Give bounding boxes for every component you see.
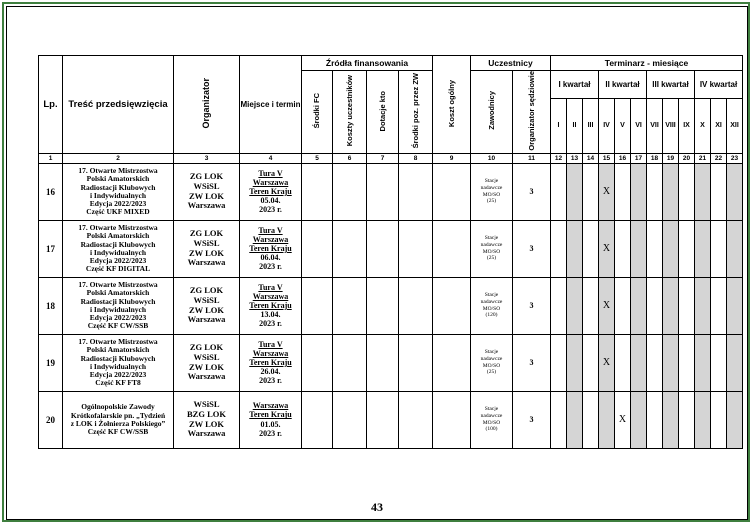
cell-zawodnicy: [471, 277, 513, 334]
page-number: 43: [371, 500, 383, 514]
cell-month: [631, 277, 647, 334]
header-lp: Lp.: [39, 56, 63, 154]
text-line: Część KF DIGITAL: [85, 263, 151, 273]
cell-finansowanie: [302, 277, 333, 334]
text-line: Warszawa: [187, 257, 226, 268]
cell-tresc: [63, 391, 174, 448]
text-line: ZW LOK: [188, 247, 225, 258]
text-line: Tura V: [258, 168, 283, 178]
text-line: i Indywidualnych: [89, 361, 147, 371]
text-line: (120): [485, 312, 498, 319]
header-quarter: IV kwartał: [695, 71, 743, 99]
column-number: 9: [433, 153, 471, 163]
text-line: (100): [485, 426, 498, 433]
cell-org-sedziowie: 3: [513, 334, 551, 391]
cell-finansowanie: [302, 391, 333, 448]
header-month: V: [615, 99, 631, 153]
column-number: 12: [551, 153, 567, 163]
text-line: Warszawa: [187, 371, 226, 382]
text-line: Warszawa: [187, 314, 226, 325]
text-line: ZW LOK: [188, 361, 225, 372]
cell-koszt: [433, 277, 471, 334]
cell-tresc: [63, 220, 174, 277]
cell-month: [695, 391, 711, 448]
text-line: nadawcze: [480, 412, 503, 419]
text-line: MO/SO: [482, 419, 501, 426]
month-mark: X: [602, 243, 611, 255]
header-dotacje: Dotacje kto: [367, 71, 399, 154]
cell-finansowanie: [333, 277, 367, 334]
text-line: Stacje: [484, 291, 499, 298]
cell-finansowanie: [399, 163, 433, 220]
column-number: 2: [63, 153, 174, 163]
text-line: Krótkofalarskie pn. „Tydzień: [70, 410, 166, 420]
cell-month: [727, 391, 743, 448]
cell-finansowanie: [333, 334, 367, 391]
text-line: 2023 r.: [259, 319, 282, 329]
text-line: Edycja 2022/2023: [89, 369, 147, 379]
text-line: 2023 r.: [259, 205, 282, 215]
text-line: Stacje: [484, 177, 499, 184]
text-line: MO/SO: [482, 191, 501, 198]
cell-month: [663, 391, 679, 448]
text-line: Warszawa: [252, 348, 289, 358]
text-line: Teren Kraju: [249, 187, 292, 197]
cell-month: [615, 391, 631, 448]
cell-month: [727, 277, 743, 334]
cell-month: [551, 277, 567, 334]
column-numbers-row: [39, 153, 743, 163]
month-mark: X: [602, 300, 611, 312]
table-row: [39, 277, 743, 334]
text-line: Tura V: [258, 339, 283, 349]
text-line: WSiSL: [193, 180, 220, 191]
column-number: 6: [333, 153, 367, 163]
cell-finansowanie: [399, 391, 433, 448]
text-line: nadawcze: [480, 184, 503, 191]
column-number: 5: [302, 153, 333, 163]
header-uczestnicy: Uczestnicy: [471, 56, 551, 71]
text-line: Ogólnopolskie Zawody: [81, 402, 155, 412]
cell-month: [663, 277, 679, 334]
text-line: 2023 r.: [259, 262, 282, 272]
cell-zawodnicy: [471, 334, 513, 391]
table-row: [39, 163, 743, 220]
cell-koszt: [433, 163, 471, 220]
text-line: i Indywidualnych: [89, 190, 147, 200]
text-line: Teren Kraju: [249, 358, 292, 368]
cell-month: [615, 163, 631, 220]
cell-finansowanie: [399, 277, 433, 334]
header-month: III: [583, 99, 599, 153]
text-line: Teren Kraju: [249, 244, 292, 254]
cell-miejsce: [240, 220, 302, 277]
cell-tresc: [63, 334, 174, 391]
cell-month: [551, 391, 567, 448]
cell-finansowanie: [302, 334, 333, 391]
header-month: VII: [647, 99, 663, 153]
column-number: 22: [711, 153, 727, 163]
text-line: Warszawa: [187, 200, 226, 211]
text-line: ZG LOK: [189, 285, 224, 296]
header-srodki-poz: Środki poz. przez ZW: [399, 71, 433, 154]
cell-month: [663, 334, 679, 391]
text-line: Warszawa: [187, 428, 226, 439]
schedule-table: [38, 55, 743, 449]
cell-month: [567, 334, 583, 391]
column-number: 11: [513, 153, 551, 163]
cell-month: [679, 391, 695, 448]
text-line: Warszawa: [252, 401, 289, 411]
text-line: ZG LOK: [189, 342, 224, 353]
cell-month: [679, 163, 695, 220]
text-line: Edycja 2022/2023: [89, 312, 147, 322]
text-line: MO/SO: [482, 362, 501, 369]
cell-month: [599, 220, 615, 277]
text-line: WSiSL: [193, 294, 220, 305]
cell-month: [567, 220, 583, 277]
cell-finansowanie: [367, 277, 399, 334]
text-line: Radiostacji Klubowych: [80, 296, 156, 306]
cell-org-sedziowie: 3: [513, 277, 551, 334]
header-tresc: Treść przedsięwzięcia: [63, 56, 174, 154]
table-row: [39, 220, 743, 277]
text-line: (25): [486, 369, 497, 376]
table-row: [39, 334, 743, 391]
cell-lp: 17: [39, 220, 63, 277]
cell-month: [583, 220, 599, 277]
text-line: Stacje: [484, 405, 499, 412]
text-line: 13.04.: [260, 310, 281, 320]
text-line: WSiSL: [193, 351, 220, 362]
text-line: MO/SO: [482, 248, 501, 255]
text-line: ZG LOK: [189, 171, 224, 182]
text-line: 2023 r.: [259, 428, 282, 438]
cell-tresc: [63, 277, 174, 334]
header-srodki-fc: Środki FC: [302, 71, 333, 154]
text-line: Warszawa: [252, 234, 289, 244]
column-number: 21: [695, 153, 711, 163]
column-number: 10: [471, 153, 513, 163]
cell-month: [663, 163, 679, 220]
cell-lp: 18: [39, 277, 63, 334]
text-line: WSiSL: [193, 399, 220, 410]
month-mark: X: [602, 186, 611, 198]
text-line: Polski Amatorskich: [86, 174, 150, 184]
cell-month: [631, 391, 647, 448]
text-line: 05.04.: [260, 196, 281, 206]
cell-month: [711, 391, 727, 448]
cell-month: [599, 391, 615, 448]
cell-finansowanie: [302, 163, 333, 220]
header-month: XII: [727, 99, 743, 153]
cell-finansowanie: [302, 220, 333, 277]
header-month: I: [551, 99, 567, 153]
cell-zawodnicy: [471, 163, 513, 220]
header-month: XI: [711, 99, 727, 153]
text-line: nadawcze: [480, 355, 503, 362]
cell-organizator: [174, 334, 240, 391]
text-line: Część KF FT8: [95, 377, 141, 387]
text-line: 17. Otwarte Mistrzostwa: [78, 166, 158, 176]
cell-month: [727, 163, 743, 220]
cell-month: [647, 277, 663, 334]
cell-month: [583, 277, 599, 334]
text-line: Część UKF MIXED: [86, 206, 150, 216]
text-line: ZW LOK: [188, 190, 225, 201]
cell-lp: 16: [39, 163, 63, 220]
text-line: Warszawa: [252, 291, 289, 301]
text-line: i Indywidualnych: [89, 304, 147, 314]
text-line: BZG LOK: [187, 408, 226, 419]
text-line: Część KF CW/SSB: [87, 320, 149, 330]
cell-finansowanie: [399, 334, 433, 391]
text-line: Edycja 2022/2023: [89, 255, 147, 265]
text-line: Polski Amatorskich: [86, 231, 150, 241]
header-month: X: [695, 99, 711, 153]
text-line: Część KF CW/SSB: [87, 426, 149, 436]
text-line: Polski Amatorskich: [86, 288, 150, 298]
cell-month: [631, 220, 647, 277]
cell-month: [615, 334, 631, 391]
cell-zawodnicy: [471, 220, 513, 277]
text-line: Teren Kraju: [249, 410, 292, 420]
header-month: VIII: [663, 99, 679, 153]
text-line: Polski Amatorskich: [86, 345, 150, 355]
cell-month: [711, 163, 727, 220]
text-line: 01.05.: [260, 419, 281, 429]
text-line: 17. Otwarte Mistrzostwa: [78, 337, 158, 347]
cell-organizator: [174, 163, 240, 220]
cell-finansowanie: [333, 391, 367, 448]
header-month: IX: [679, 99, 695, 153]
cell-month: [695, 163, 711, 220]
cell-month: [679, 277, 695, 334]
column-number: 23: [727, 153, 743, 163]
cell-month: [679, 220, 695, 277]
column-number: 7: [367, 153, 399, 163]
column-number: 17: [631, 153, 647, 163]
text-line: 26.04.: [260, 367, 281, 377]
text-line: 17. Otwarte Mistrzostwa: [78, 223, 158, 233]
cell-organizator: [174, 391, 240, 448]
cell-month: [631, 163, 647, 220]
cell-org-sedziowie: 3: [513, 220, 551, 277]
text-line: 17. Otwarte Mistrzostwa: [78, 280, 158, 290]
text-line: Radiostacji Klubowych: [80, 182, 156, 192]
text-line: (25): [486, 255, 497, 262]
cell-koszt: [433, 334, 471, 391]
text-line: Teren Kraju: [249, 301, 292, 311]
text-line: Warszawa: [252, 177, 289, 187]
header-month: II: [567, 99, 583, 153]
table-row: [39, 391, 743, 448]
cell-koszt: [433, 220, 471, 277]
cell-month: [615, 220, 631, 277]
column-number: 4: [240, 153, 302, 163]
header-terminarz: Terminarz - miesiące: [551, 56, 743, 71]
cell-month: [599, 163, 615, 220]
cell-month: [711, 334, 727, 391]
cell-month: [663, 220, 679, 277]
column-number: 18: [647, 153, 663, 163]
text-line: Tura V: [258, 282, 283, 292]
cell-month: [583, 334, 599, 391]
cell-month: [567, 391, 583, 448]
text-line: MO/SO: [482, 305, 501, 312]
cell-month: [647, 220, 663, 277]
cell-finansowanie: [367, 163, 399, 220]
cell-month: [583, 391, 599, 448]
text-line: WSiSL: [193, 237, 220, 248]
column-number: 20: [679, 153, 695, 163]
text-line: ZG LOK: [189, 228, 224, 239]
cell-finansowanie: [333, 163, 367, 220]
cell-month: [711, 277, 727, 334]
cell-zawodnicy: [471, 391, 513, 448]
header-koszty: Koszty uczestników: [333, 71, 367, 154]
cell-month: [727, 334, 743, 391]
text-line: z LOK i Żołnierza Polskiego”: [70, 418, 166, 428]
header-miejsce: Miejsce i termin: [240, 56, 302, 154]
header-organizator: Organizator: [174, 56, 240, 154]
cell-month: [567, 277, 583, 334]
text-line: Stacje: [484, 348, 499, 355]
cell-month: [551, 220, 567, 277]
text-line: Radiostacji Klubowych: [80, 353, 156, 363]
cell-finansowanie: [367, 334, 399, 391]
schedule-body: [39, 153, 743, 448]
header-quarter: III kwartał: [647, 71, 695, 99]
cell-miejsce: [240, 334, 302, 391]
cell-month: [599, 334, 615, 391]
text-line: ZW LOK: [188, 418, 225, 429]
month-mark: X: [602, 357, 611, 369]
cell-month: [727, 220, 743, 277]
cell-month: [631, 334, 647, 391]
cell-tresc: [63, 163, 174, 220]
cell-miejsce: [240, 163, 302, 220]
cell-organizator: [174, 220, 240, 277]
cell-month: [679, 334, 695, 391]
header-zawodnicy: Zawodnicy: [471, 71, 513, 154]
column-number: 19: [663, 153, 679, 163]
cell-month: [647, 391, 663, 448]
text-line: 06.04.: [260, 253, 281, 263]
cell-koszt: [433, 391, 471, 448]
cell-finansowanie: [367, 391, 399, 448]
cell-month: [615, 277, 631, 334]
cell-lp: 20: [39, 391, 63, 448]
cell-month: [599, 277, 615, 334]
header-month: IV: [599, 99, 615, 153]
cell-month: [583, 163, 599, 220]
cell-lp: 19: [39, 334, 63, 391]
text-line: Tura V: [258, 225, 283, 235]
cell-month: [551, 163, 567, 220]
text-line: ZW LOK: [188, 304, 225, 315]
text-line: Edycja 2022/2023: [89, 198, 147, 208]
column-number: 3: [174, 153, 240, 163]
cell-miejsce: [240, 277, 302, 334]
header-zrodla: Źródła finansowania: [302, 56, 433, 71]
text-line: (25): [486, 198, 497, 205]
cell-org-sedziowie: 3: [513, 391, 551, 448]
column-number: 15: [599, 153, 615, 163]
month-mark: X: [618, 414, 627, 426]
cell-finansowanie: [333, 220, 367, 277]
text-line: 2023 r.: [259, 376, 282, 386]
cell-org-sedziowie: 3: [513, 163, 551, 220]
text-line: Radiostacji Klubowych: [80, 239, 156, 249]
cell-month: [695, 277, 711, 334]
text-line: Stacje: [484, 234, 499, 241]
text-line: nadawcze: [480, 241, 503, 248]
cell-month: [695, 334, 711, 391]
text-line: i Indywidualnych: [89, 247, 147, 257]
header-quarter: II kwartał: [599, 71, 647, 99]
column-number: 1: [39, 153, 63, 163]
cell-month: [647, 163, 663, 220]
column-number: 14: [583, 153, 599, 163]
cell-miejsce: [240, 391, 302, 448]
cell-finansowanie: [399, 220, 433, 277]
cell-month: [695, 220, 711, 277]
text-line: nadawcze: [480, 298, 503, 305]
cell-finansowanie: [367, 220, 399, 277]
cell-organizator: [174, 277, 240, 334]
cell-month: [647, 334, 663, 391]
header-koszt: Koszt ogólny: [433, 56, 471, 154]
header-month: VI: [631, 99, 647, 153]
cell-month: [551, 334, 567, 391]
column-number: 8: [399, 153, 433, 163]
cell-month: [567, 163, 583, 220]
column-number: 16: [615, 153, 631, 163]
column-number: 13: [567, 153, 583, 163]
header-quarter: I kwartał: [551, 71, 599, 99]
header-org-sedziowie: Organizator sędziowie: [513, 71, 551, 154]
cell-month: [711, 220, 727, 277]
